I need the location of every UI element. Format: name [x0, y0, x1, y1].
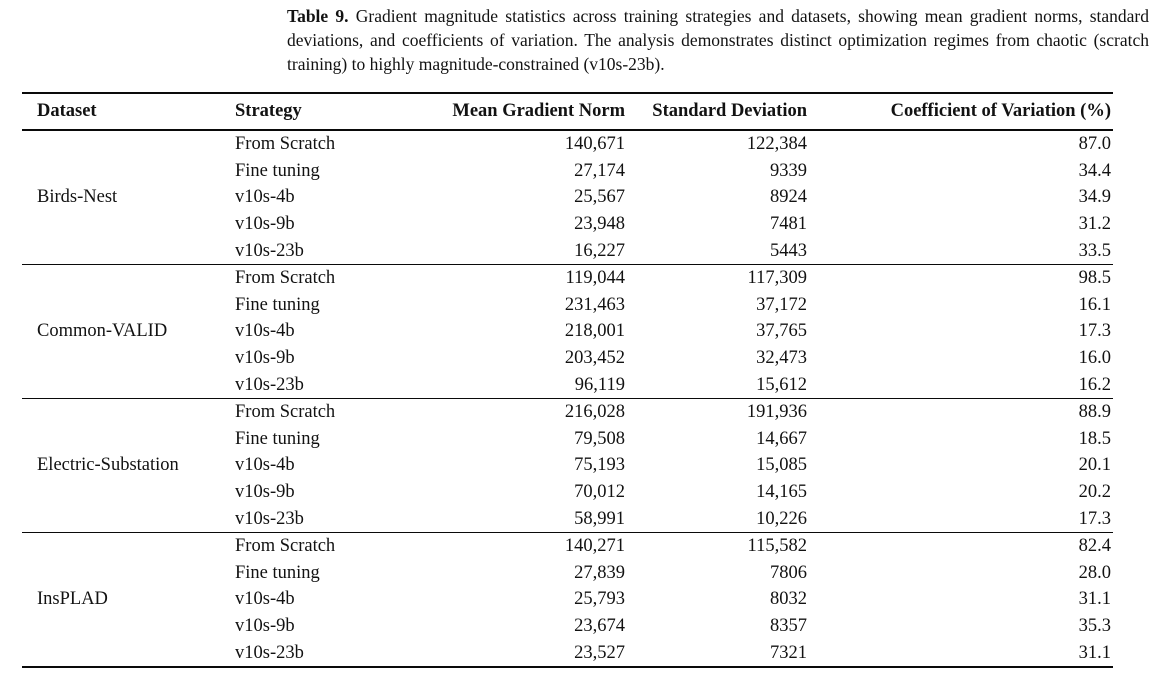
mean-cell: 231,463	[564, 294, 625, 315]
gradient-statistics-table	[22, 92, 1113, 668]
strategy-cell: v10s-9b	[235, 615, 295, 636]
group-insplad	[22, 532, 1113, 666]
strategy-cell: Fine tuning	[235, 294, 320, 315]
table-caption	[287, 5, 1149, 76]
column-header-dataset: Dataset	[22, 93, 235, 130]
strategy-cell: v10s-9b	[235, 482, 295, 503]
table-header	[22, 93, 1113, 130]
std-cell: 14,165	[756, 482, 807, 503]
cov-cell: 28.0	[1078, 562, 1111, 583]
std-cell: 7481	[770, 214, 807, 235]
strategy-cell: v10s-4b	[235, 187, 295, 208]
std-cell: 115,582	[747, 536, 807, 557]
std-cell: 32,473	[756, 348, 807, 369]
std-cell: 37,765	[756, 321, 807, 342]
std-cell: 10,226	[756, 508, 807, 529]
strategy-cell: Fine tuning	[235, 428, 320, 449]
strategy-cell: Fine tuning	[235, 160, 320, 181]
mean-cell: 27,174	[574, 160, 625, 181]
cov-cell: 20.1	[1078, 455, 1111, 476]
cov-cell: 17.3	[1078, 508, 1111, 529]
column-header-coefficient-of-variation: Coefficient of Variation (%)	[809, 93, 1113, 130]
caption-label: Table 9.	[287, 6, 349, 26]
mean-cell: 119,044	[565, 268, 625, 289]
cov-cell: 31.2	[1078, 214, 1111, 235]
mean-cell: 58,991	[574, 508, 625, 529]
strategy-cell: From Scratch	[235, 536, 336, 557]
cov-cell: 16.0	[1078, 348, 1111, 369]
mean-cell: 27,839	[574, 562, 625, 583]
cov-cell: 87.0	[1078, 134, 1111, 155]
dataset-cell: Birds-Nest	[37, 187, 118, 208]
group-electric-substation	[22, 398, 1113, 532]
std-cell: 8032	[770, 589, 807, 610]
table-row	[22, 532, 1113, 559]
cov-cell: 18.5	[1078, 428, 1111, 449]
mean-cell: 16,227	[574, 240, 625, 261]
strategy-cell: v10s-23b	[235, 240, 304, 261]
cov-cell: 16.1	[1078, 294, 1111, 315]
std-cell: 7806	[770, 562, 807, 583]
strategy-cell: v10s-23b	[235, 508, 304, 529]
cov-cell: 17.3	[1078, 321, 1111, 342]
mean-cell: 216,028	[564, 402, 625, 423]
group-birds-nest	[22, 130, 1113, 264]
mean-cell: 96,119	[574, 374, 625, 395]
mean-cell: 25,793	[574, 589, 625, 610]
strategy-cell: Fine tuning	[235, 562, 320, 583]
strategy-cell: From Scratch	[235, 402, 336, 423]
std-cell: 37,172	[756, 294, 807, 315]
mean-cell: 23,948	[574, 214, 625, 235]
std-cell: 8357	[770, 615, 807, 636]
column-header-standard-deviation: Standard Deviation	[627, 93, 809, 130]
column-header-mean-gradient-norm: Mean Gradient Norm	[405, 93, 627, 130]
mean-cell: 203,452	[564, 348, 625, 369]
strategy-cell: v10s-4b	[235, 455, 295, 476]
strategy-cell: v10s-23b	[235, 374, 304, 395]
cov-cell: 88.9	[1078, 402, 1111, 423]
mean-cell: 140,671	[564, 134, 625, 155]
mean-cell: 75,193	[574, 455, 625, 476]
std-cell: 5443	[770, 240, 807, 261]
mean-cell: 218,001	[564, 321, 625, 342]
cov-cell: 35.3	[1078, 615, 1111, 636]
table-row	[22, 398, 1113, 425]
std-cell: 122,384	[746, 134, 807, 155]
strategy-cell: v10s-23b	[235, 642, 304, 663]
strategy-cell: v10s-4b	[235, 589, 295, 610]
strategy-cell: v10s-9b	[235, 348, 295, 369]
std-cell: 14,667	[756, 428, 807, 449]
mean-cell: 140,271	[564, 536, 625, 557]
std-cell: 8924	[770, 187, 807, 208]
table-row	[22, 264, 1113, 291]
mean-cell: 23,527	[574, 642, 625, 663]
header-row	[22, 93, 1113, 130]
mean-cell: 25,567	[574, 187, 625, 208]
cov-cell: 33.5	[1078, 240, 1111, 261]
strategy-cell: From Scratch	[235, 268, 336, 289]
caption-text: Gradient magnitude statistics across training strategies and datasets, showing mean gradient norms, standard deviations, and coefficients of variation. The analysis demonstrates distinct optimization regimes from chaotic (scratch training) to highly magnitude-constrained (v10s-23b).	[287, 6, 1149, 74]
dataset-cell: Electric-Substation	[37, 455, 179, 476]
strategy-cell: v10s-9b	[235, 214, 295, 235]
mean-cell: 23,674	[574, 615, 625, 636]
cov-cell: 34.9	[1078, 187, 1111, 208]
std-cell: 15,085	[756, 455, 807, 476]
mean-cell: 79,508	[574, 428, 625, 449]
cov-cell: 31.1	[1078, 589, 1111, 610]
std-cell: 191,936	[746, 402, 807, 423]
table-row	[22, 130, 1113, 158]
cov-cell: 31.1	[1078, 642, 1111, 663]
cov-cell: 20.2	[1078, 482, 1111, 503]
std-cell: 9339	[770, 160, 807, 181]
cov-cell: 82.4	[1078, 536, 1111, 557]
std-cell: 15,612	[756, 374, 807, 395]
strategy-cell: v10s-4b	[235, 321, 295, 342]
cov-cell: 16.2	[1078, 374, 1111, 395]
mean-cell: 70,012	[574, 482, 625, 503]
column-header-strategy: Strategy	[235, 93, 405, 130]
cov-cell: 34.4	[1078, 160, 1111, 181]
group-common-valid	[22, 264, 1113, 398]
cov-cell: 98.5	[1078, 268, 1111, 289]
dataset-cell: InsPLAD	[37, 589, 108, 610]
std-cell: 7321	[770, 642, 807, 663]
strategy-cell: From Scratch	[235, 134, 336, 155]
std-cell: 117,309	[747, 268, 807, 289]
dataset-cell: Common-VALID	[37, 321, 168, 342]
